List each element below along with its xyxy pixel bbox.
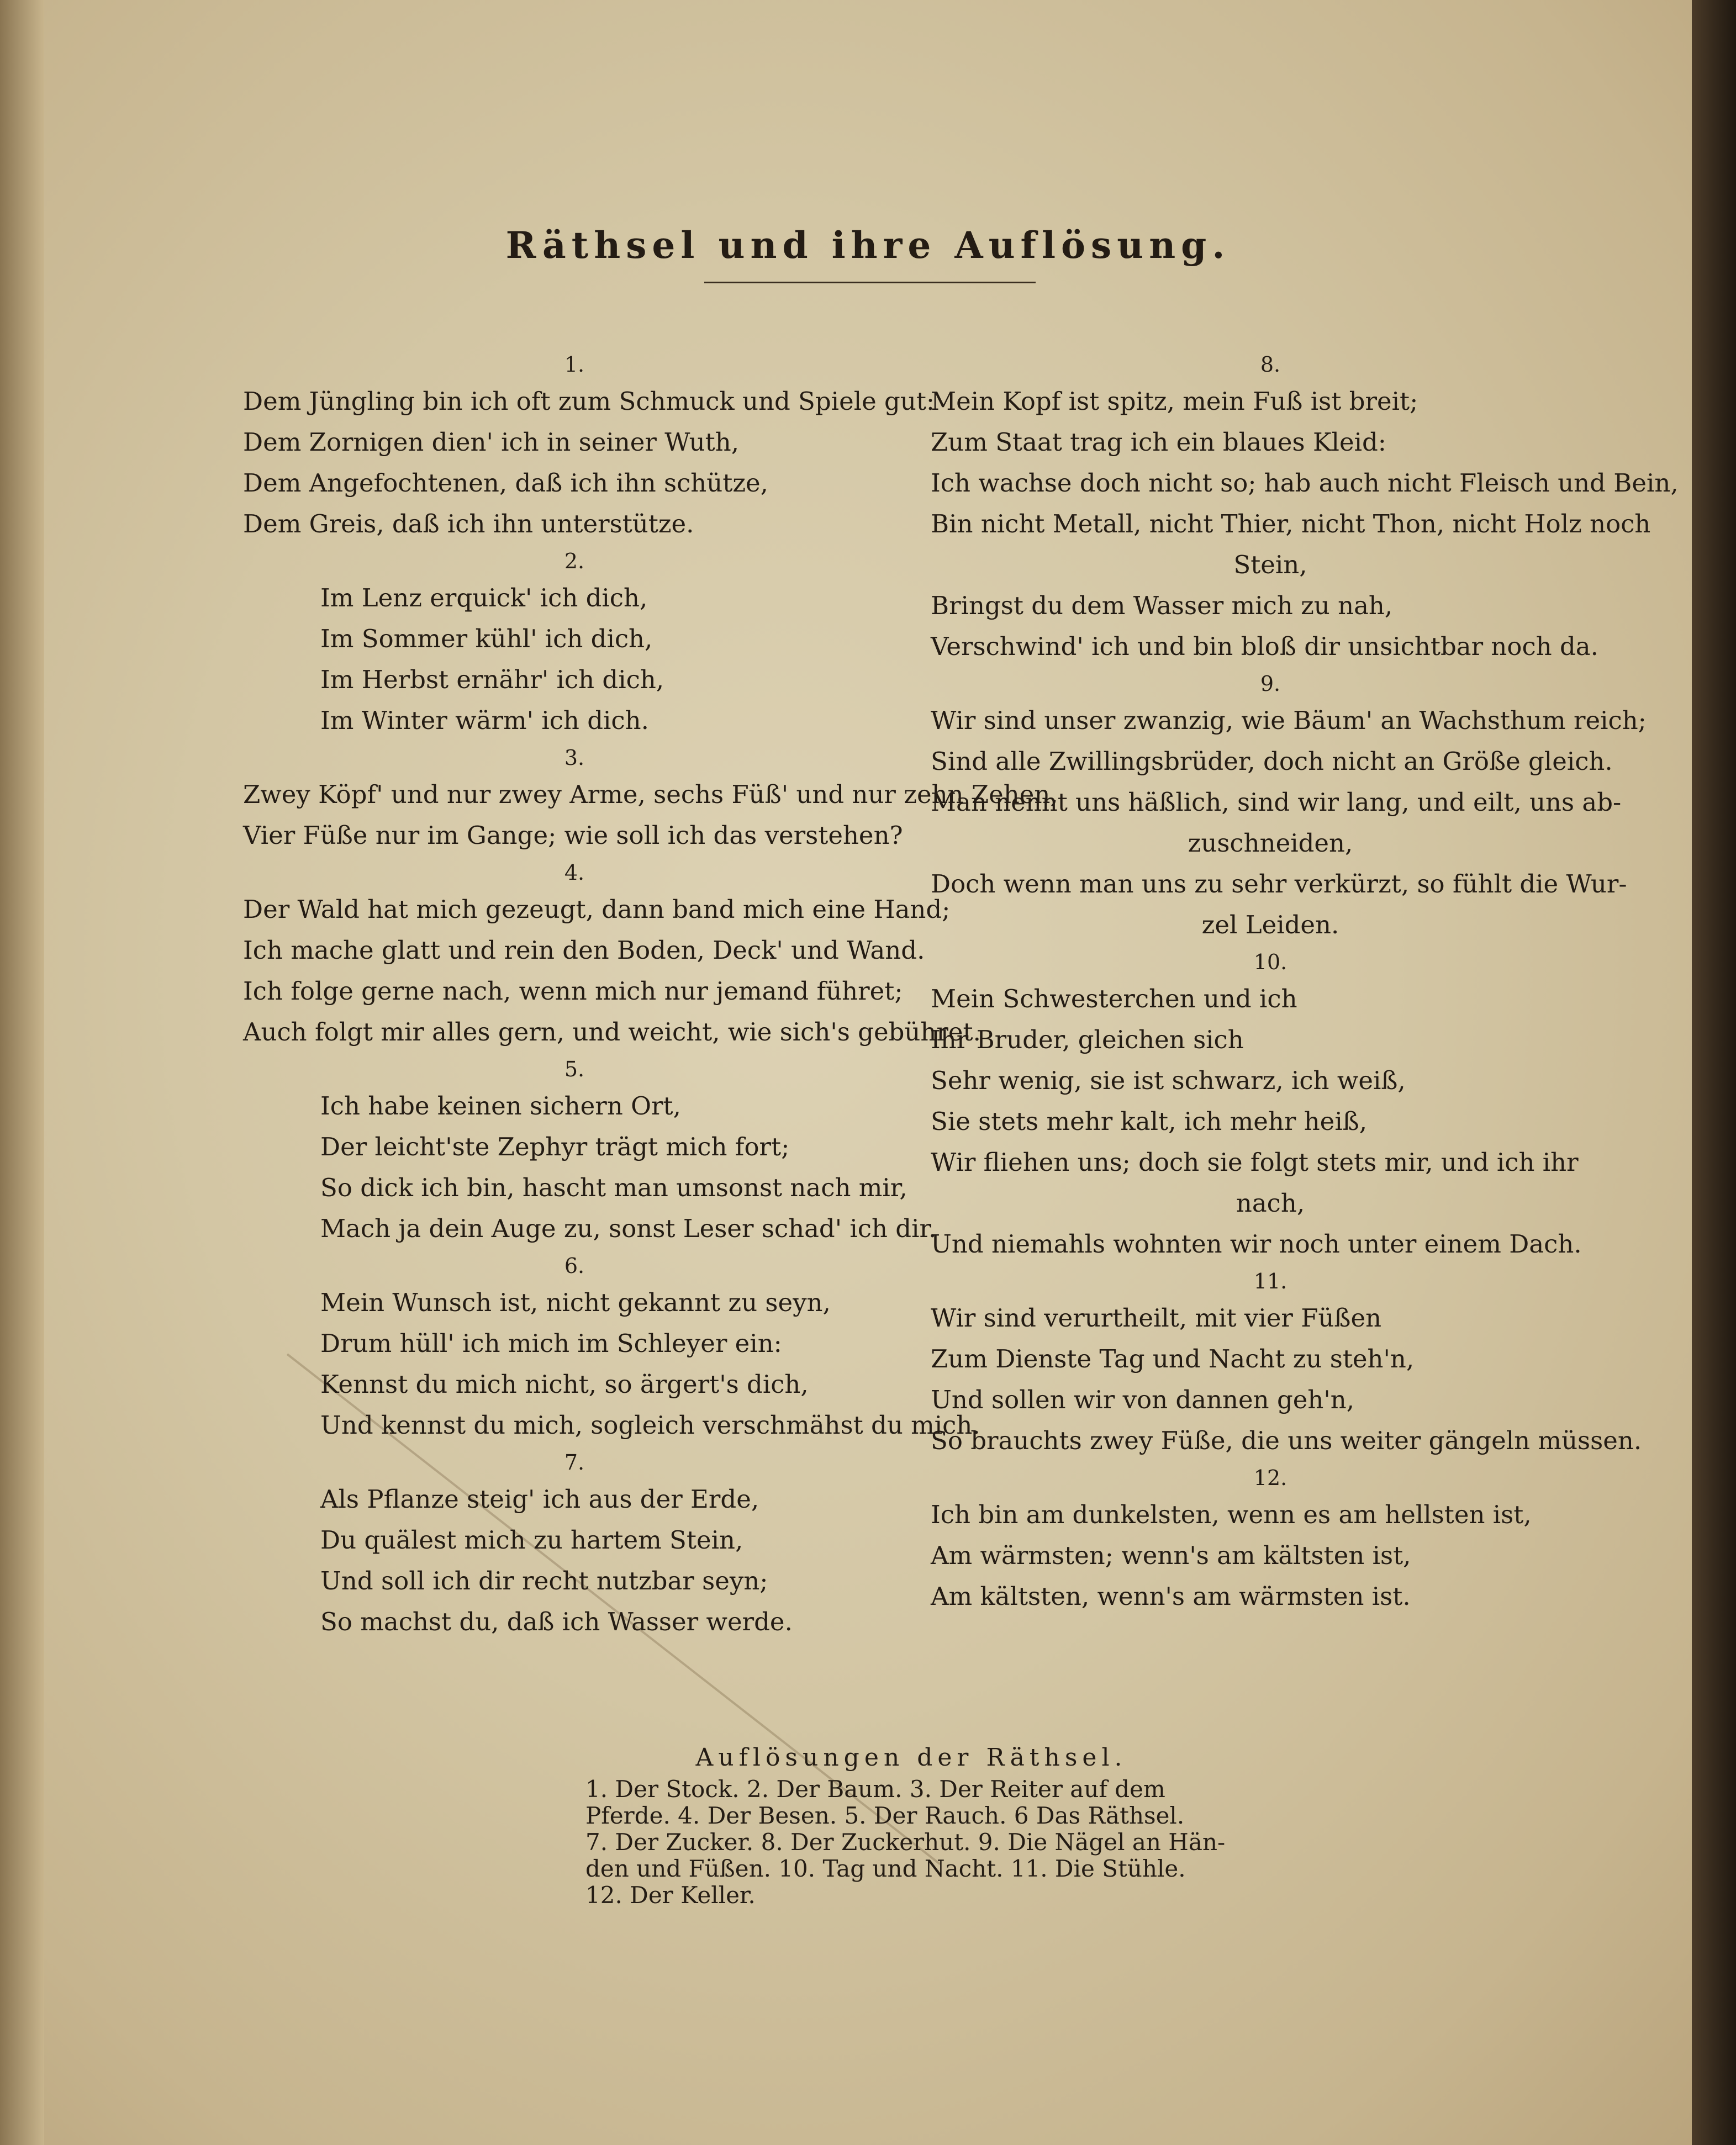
solutions-body: [585, 1776, 1237, 1909]
verse-line: Dem Angefochtenen, daß ich ihn schütze,: [243, 468, 768, 498]
verse-line: Am wärmsten; wenn's am kältsten ist,: [931, 1541, 1411, 1570]
verse-line: Und niemahls wohnten wir noch unter einem Dach.: [931, 1229, 1582, 1259]
verse-line: Dem Greis, daß ich ihn unterstütze.: [243, 509, 694, 538]
riddle-number: 11.: [1253, 1269, 1288, 1293]
verse-line: Und kennst du mich, sogleich verschmähst du mich.: [320, 1410, 980, 1440]
verse-line: Ich folge gerne nach, wenn mich nur jemand führet;: [243, 976, 903, 1006]
verse-line: Der Wald hat mich gezeugt, dann band mich eine Hand;: [243, 895, 951, 924]
verse-line: Du quälest mich zu hartem Stein,: [320, 1525, 743, 1555]
verse-line: Im Sommer kühl' ich dich,: [320, 624, 653, 653]
verse-line: Ich bin am dunkelsten, wenn es am hellsten ist,: [931, 1500, 1532, 1529]
verse-line: Stein,: [1233, 550, 1307, 579]
riddle-12: [931, 1461, 1610, 1617]
verse-line: Drum hüll' ich mich im Schleyer ein:: [320, 1329, 782, 1358]
verse-line: Dem Jüngling bin ich oft zum Schmuck und Spiele gut:: [243, 387, 935, 416]
verse-line: Ich wachse doch nicht so; hab auch nicht Fleisch und Bein,: [931, 468, 1679, 498]
verse-line: Ihr Bruder, gleichen sich: [931, 1025, 1244, 1054]
solution-line: den und Füßen. 10. Tag und Nacht. 11. Die Stühle.: [585, 1855, 1186, 1882]
verse-line: Und sollen wir von dannen geh'n,: [931, 1385, 1355, 1414]
verse-line: Zum Staat trag ich ein blaues Kleid:: [931, 427, 1386, 457]
verse-line: Zum Dienste Tag und Nacht zu steh'n,: [931, 1344, 1415, 1373]
left-column: [243, 348, 1058, 1642]
verse-line: zel Leiden.: [1201, 910, 1339, 939]
verse-line: Im Winter wärm' ich dich.: [320, 706, 649, 735]
verse-line: Dem Zornigen dien' ich in seiner Wuth,: [243, 427, 740, 457]
riddle-5: [243, 1053, 937, 1249]
verse-line: Mein Schwesterchen und ich: [931, 984, 1297, 1013]
solution-line: Pferde. 4. Der Besen. 5. Der Rauch. 6 Das Räthsel.: [585, 1802, 1185, 1829]
verse-line: zuschneiden,: [1188, 828, 1353, 858]
verse-line: Verschwind' ich und bin bloß dir unsichtbar noch da.: [931, 632, 1598, 661]
riddle-number: 4.: [564, 860, 585, 885]
riddle-9: [931, 667, 1647, 945]
verse-line: So machst du, daß ich Wasser werde.: [320, 1607, 793, 1636]
verse-line: Auch folgt mir alles gern, und weicht, wie sich's gebühret.: [243, 1017, 981, 1047]
riddle-number: 3.: [564, 746, 585, 770]
riddle-number: 6.: [564, 1254, 585, 1278]
riddle-number: 8.: [1260, 352, 1281, 377]
verse-line: So brauchts zwey Füße, die uns weiter gängeln müssen.: [931, 1426, 1642, 1455]
riddle-4: [243, 856, 981, 1053]
verse-line: Sie stets mehr kalt, ich mehr heiß,: [931, 1107, 1368, 1136]
title-rule: [704, 282, 1036, 283]
verse-line: Sehr wenig, sie ist schwarz, ich weiß,: [931, 1066, 1406, 1095]
verse-line: Der leicht'ste Zephyr trägt mich fort;: [320, 1132, 790, 1161]
riddle-2: [243, 545, 906, 741]
riddle-number: 12.: [1253, 1466, 1288, 1490]
riddle-3: [243, 741, 1058, 856]
verse-line: Vier Füße nur im Gange; wie soll ich das verstehen?: [243, 821, 903, 850]
riddle-number: 9.: [1260, 672, 1281, 696]
solutions-title: Auflösungen der Räthsel.: [695, 1744, 1127, 1772]
solution-line: 12. Der Keller.: [585, 1882, 756, 1909]
riddle-number: 10.: [1253, 950, 1288, 974]
verse-line: Sind alle Zwillingsbrüder, doch nicht an Größe gleich.: [931, 747, 1613, 776]
verse-line: So dick ich bin, hascht man umsonst nach mir,: [320, 1173, 907, 1202]
riddle-number: 2.: [564, 549, 585, 573]
verse-line: Wir fliehen uns; doch sie folgt stets mir, und ich ihr: [931, 1148, 1579, 1177]
riddle-number: 7.: [564, 1450, 585, 1475]
verse-line: Wir sind unser zwanzig, wie Bäum' an Wachsthum reich;: [931, 706, 1647, 735]
verse-line: Mein Kopf ist spitz, mein Fuß ist breit;: [931, 387, 1418, 416]
solution-line: 1. Der Stock. 2. Der Baum. 3. Der Reiter auf dem: [585, 1776, 1165, 1803]
verse-line: Im Herbst ernähr' ich dich,: [320, 665, 664, 694]
solution-line: 7. Der Zucker. 8. Der Zuckerhut. 9. Die Nägel an Hän-: [585, 1829, 1226, 1856]
right-column: [931, 348, 1679, 1617]
verse-line: Doch wenn man uns zu sehr verkürzt, so fühlt die Wur-: [931, 869, 1627, 899]
riddle-7: [243, 1446, 906, 1642]
verse-line: Im Lenz erquick' ich dich,: [320, 583, 648, 612]
verse-line: Und soll ich dir recht nutzbar seyn;: [320, 1566, 768, 1595]
verse-line: Zwey Köpf' und nur zwey Arme, sechs Füß' und nur zehn Zehen,: [243, 780, 1058, 809]
riddle-6: [243, 1249, 980, 1446]
page-edge: [0, 0, 44, 2145]
verse-line: Als Pflanze steig' ich aus der Erde,: [320, 1484, 759, 1514]
verse-line: Mein Wunsch ist, nicht gekannt zu seyn,: [320, 1288, 831, 1317]
page-title: Räthsel und ihre Auflösung.: [505, 224, 1231, 267]
verse-line: Bin nicht Metall, nicht Thier, nicht Thon, nicht Holz noch: [931, 509, 1651, 538]
riddle-number: 5.: [564, 1057, 585, 1081]
verse-line: Ich mache glatt und rein den Boden, Deck' und Wand.: [243, 936, 925, 965]
riddle-11: [931, 1265, 1642, 1461]
book-gutter: [1692, 0, 1736, 2145]
verse-line: Wir sind verurtheilt, mit vier Füßen: [931, 1303, 1382, 1333]
riddle-10: [931, 945, 1610, 1265]
verse-line: Ich habe keinen sichern Ort,: [320, 1091, 681, 1121]
verse-line: nach,: [1236, 1188, 1305, 1218]
verse-line: Kennst du mich nicht, so ärgert's dich,: [320, 1370, 809, 1399]
verse-line: Am kältsten, wenn's am wärmsten ist.: [931, 1582, 1411, 1611]
riddle-1: [243, 348, 935, 545]
verse-line: Bringst du dem Wasser mich zu nah,: [931, 591, 1393, 620]
verse-line: Man nennt uns häßlich, sind wir lang, und eilt, uns ab-: [931, 788, 1622, 817]
riddle-number: 1.: [564, 352, 585, 377]
verse-line: Mach ja dein Auge zu, sonst Leser schad' ich dir.: [320, 1214, 937, 1243]
solutions-block: [585, 1740, 1237, 1909]
riddle-8: [931, 348, 1679, 667]
